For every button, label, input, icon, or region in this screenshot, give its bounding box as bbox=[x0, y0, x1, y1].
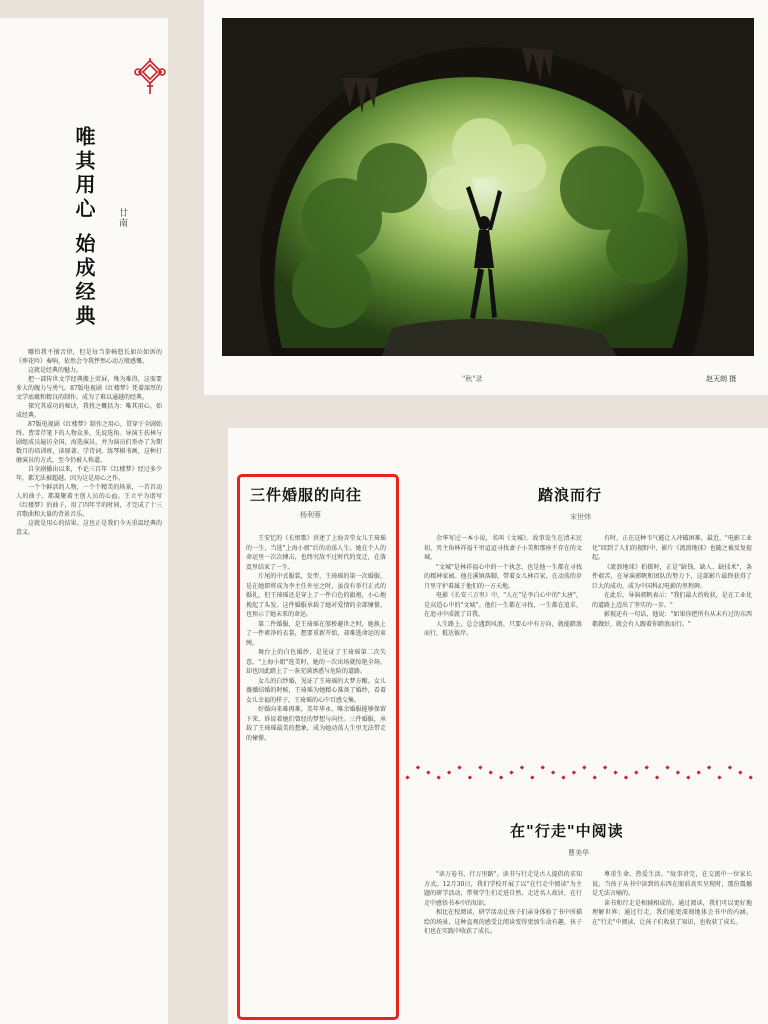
diamond-dot bbox=[707, 765, 711, 769]
article-title: 三件婚服的向往 bbox=[250, 486, 363, 504]
paragraph: 一个个鲜活的人物，一个个精美的场景，一首首动人的曲子，都凝聚着主创人员的心血。王立平为谱写《红楼梦》的曲子，用了四年半的时间，才完成了十三首歌曲和大量的背景音乐。 bbox=[16, 484, 162, 518]
paragraph: 第二件婚服，是王琦瑶在邬桥避世之时，她换上了一件素净的衣裳，想要重新开始，却难逃命运的束缚。 bbox=[246, 620, 386, 647]
paragraph: 女儿的白纱婚，见证了王琦瑶的大梦方醒。女儿薇薇结婚的时候，王琦瑶为她精心准备了婚纱，看着女儿幸福的样子，王琦瑶的心中百感交集。 bbox=[246, 677, 386, 704]
paragraph: "文城"是林祥福心中的一个执念，也是他一生都在寻找的精神家园。他在溪镇落脚，带着女儿林百家，在动荡的岁月里守护着属于他们的一方天地。 bbox=[424, 563, 582, 590]
diamond-dot bbox=[447, 770, 451, 774]
diamond-dot bbox=[655, 775, 659, 779]
diamond-dot bbox=[572, 770, 576, 774]
paragraph: 把一部传世文学经典搬上荧屏，殊为难得，这需要多大的魄力与勇气。87版电视剧《红楼梦》凭着深厚的文学底蕴和精良的制作，成为了难以逾越的经典。 bbox=[16, 376, 162, 401]
paragraph: 余华写过一本小说，名叫《文城》。故事发生在清末民初，男主角林祥福千里迢迢寻找妻子小美和那座不存在的文城。 bbox=[424, 535, 582, 561]
paragraph: 这就是经典的魅力。 bbox=[28, 367, 83, 374]
paragraph: 哪怕我不擅音律，但是每当拳畅悠长如泣如诉的《葬花吟》奏响，依然会令我怦然心动万般感慨。 bbox=[16, 349, 162, 365]
paragraph: 探究其成功的秘诀，我将之概括为：唯其用心，始成经典。 bbox=[16, 403, 162, 419]
diamond-dot bbox=[561, 775, 565, 779]
selection-highlight-box bbox=[237, 474, 399, 1020]
paragraph: 舞台上的白色婚纱，是见证了王琦瑶第二次失意。"上海小姐"选美时，她的一次出场就惊艳全场，却也因此踏上了一条充满诱惑与危险的道路。 bbox=[246, 649, 386, 675]
diamond-dot bbox=[645, 765, 649, 769]
paragraph: 《流浪地球》拍摄时，正是"缺钱、缺人、缺技术"，条件艰苦，在导演郭帆和团队的努力下，这部影片最终获得了巨大的成功，成为中国科幻电影的里程碑。 bbox=[592, 563, 752, 590]
photo-caption-credit: 赵天朗 摄 bbox=[706, 375, 737, 383]
article-title: 在"行走"中阅读 bbox=[510, 822, 624, 840]
article-author: 曹美华 bbox=[568, 849, 589, 857]
paragraph: 这就是用心的结果。这也正是我们今天重温经典的意义。 bbox=[16, 520, 162, 536]
diamond-dot bbox=[478, 765, 482, 769]
left-article-author: 廿南 bbox=[117, 208, 127, 228]
paragraph: 王安忆的《长恨歌》讲述了上海弄堂女儿王琦瑶的一生，当选"上海小姐"后的动荡人生。她在个人的命运里一次次搏击，也终究敌不过时代的变迁，在落寞里结束了一生。 bbox=[246, 535, 386, 571]
left-article-body bbox=[16, 348, 162, 537]
chinese-knot-icon bbox=[132, 56, 168, 96]
photo-page bbox=[204, 0, 768, 395]
diamond-dot bbox=[738, 770, 742, 774]
paragraph: 在此后，导演郭帆表示："我们最大的收获，是在工业化的道路上迈出了坚实的一步。" bbox=[592, 592, 752, 609]
diamond-dot bbox=[728, 765, 732, 769]
photo-caption-title: "秋"录 bbox=[462, 375, 483, 383]
diamond-dot bbox=[603, 765, 607, 769]
diamond-dot bbox=[634, 770, 638, 774]
diamond-dot bbox=[624, 775, 628, 779]
paragraph: 好婚向来难再难，美年华永。唯余婚服能够保留下来，诉说着她们曾经的梦想与向往。三件婚服，承载了王琦瑶最美的想象，成为她动荡人生里无法带走的憧憬。 bbox=[246, 706, 386, 742]
paragraph: 有时，正在这种韦气能让人冲破困难，最近，"电影工业化"回到了人们的视野中，影片《流浪地球》也随之被反复提起。 bbox=[592, 535, 752, 561]
diamond-dot bbox=[416, 765, 420, 769]
diamond-dot bbox=[405, 775, 409, 779]
diamond-dot bbox=[499, 775, 503, 779]
diamond-dot bbox=[437, 775, 441, 779]
diamond-dot bbox=[468, 775, 472, 779]
article-body bbox=[424, 534, 582, 639]
diamond-dot bbox=[530, 775, 534, 779]
diamond-dot bbox=[489, 770, 493, 774]
paragraph: "读万卷书，行万里路"。读书与行走是古人提倡的求知方式。12月30日，我们学校开展了以"在行走中阅读"为主题的研学活动，带领学生们走进自然、走近名人故居，在行走中感悟书本中的知识。 bbox=[424, 871, 582, 907]
left-article-title: 唯其用心 始成经典 bbox=[72, 126, 96, 329]
article-body bbox=[424, 870, 582, 937]
left-page bbox=[0, 18, 168, 1024]
paragraph: 片尾的中式服装，发型、王琦瑶的第一次婚服，是在她即将成为李主任外室之时，虽没有举行正式的婚礼，但王琦瑶还是穿上了一件白色的旗袍，小心地挽起了头发。这件婚服承载了她对爱情的全部憧憬，也预示了她未来的命运。 bbox=[246, 573, 386, 618]
article-body bbox=[592, 870, 752, 927]
diamond-dot bbox=[665, 765, 669, 769]
diamond-dot bbox=[676, 770, 680, 774]
article-author: 杨利蓉 bbox=[300, 511, 321, 519]
paragraph: 自全剧播出以来，不论三百年《红楼梦》经过多少年，都无法被超越。因为这是用心之作。 bbox=[16, 466, 162, 482]
article-author: 宋世炜 bbox=[570, 513, 591, 521]
paragraph: 尊重生命，热爱生活。"故事讲完，在交流中一位家长说，当孩子从书中读到的东西在眼前真实呈现时，那份震撼是无法言喻的。 bbox=[592, 871, 752, 897]
diamond-dot bbox=[582, 765, 586, 769]
diamond-dot bbox=[457, 765, 461, 769]
cave-photo bbox=[222, 18, 754, 356]
diamond-dot bbox=[509, 770, 513, 774]
diamond-dot bbox=[686, 775, 690, 779]
diamond-dot bbox=[541, 765, 545, 769]
diamond-dot bbox=[426, 770, 430, 774]
diamond-dot bbox=[593, 775, 597, 779]
diamond-dot bbox=[717, 775, 721, 779]
paragraph: 读书和行走是相辅相成的。通过阅读，我们可以更好地理解世界；通过行走，我们能更深刻地体会书中的内涵。在"行走"中阅读，让孩子们收获了知识，也收获了成长。 bbox=[592, 899, 752, 926]
paragraph: 人生路上，总会遇到风浪，只要心中有方向，就能踏浪而行，抵达彼岸。 bbox=[424, 620, 582, 637]
decorative-diamond-border bbox=[400, 758, 756, 788]
diamond-dot bbox=[697, 770, 701, 774]
paragraph: 影视还有一句话，他说："如果你把所有从未有过的东西都做好，就会有人跟着你踏浪而行。" bbox=[592, 611, 752, 628]
paragraph: 电影《长安三万里》中，"人在"是李白心中的"大唐"，是高适心中的"文城"。他们一生都在寻找，一生都在追求，在追寻中成就了自我。 bbox=[424, 592, 582, 618]
diamond-dot bbox=[749, 775, 753, 779]
diamond-dot bbox=[520, 765, 524, 769]
cave-scene-image bbox=[222, 18, 754, 356]
article-title: 踏浪而行 bbox=[538, 486, 603, 504]
paragraph: 相比在校阅读，研学活动让孩子们亲身体验了书中所描绘的场景，这种直观的感受让阅读变得更加生动有趣，孩子们也在实践中收获了成长。 bbox=[424, 909, 582, 935]
paragraph: 87版电视剧《红楼梦》制作之用心，贯穿于全剧始终。曹雪芹笔下的人物众多，先说选角。导演王扶林与剧组成员遍访全国，海选演员，并为演员们举办了为期数月的培训班，读原著、学诗词、练琴棋书画，这种打磨演员的方式，至今仍被人称道。 bbox=[16, 421, 162, 464]
diamond-dot bbox=[613, 770, 617, 774]
diamond-dot bbox=[551, 770, 555, 774]
article-body bbox=[592, 534, 752, 629]
